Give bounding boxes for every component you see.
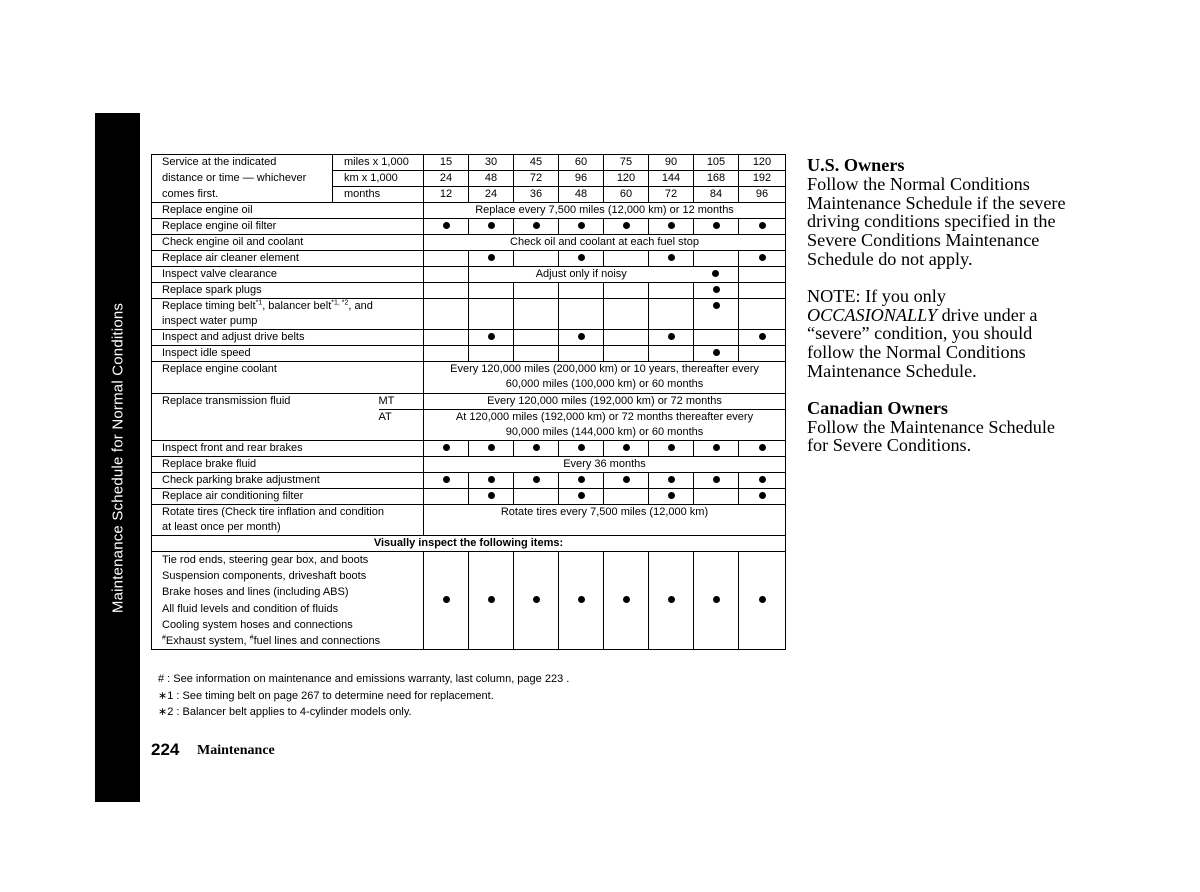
unit-km: km x 1,000: [333, 171, 424, 187]
section-title: Maintenance: [197, 743, 275, 758]
km-cell: 144: [649, 171, 694, 187]
header-row-km: [152, 171, 786, 187]
dot-cell: [604, 219, 649, 235]
dot-mark: [488, 476, 495, 483]
miles-cell: 105: [694, 155, 739, 171]
dot-mark: [578, 444, 585, 451]
footnote: ∗1 : See timing belt on page 267 to determine need for replacement.: [158, 689, 494, 702]
header-row-miles: [152, 155, 786, 171]
at-label: AT: [379, 410, 424, 441]
dot-mark: [443, 444, 450, 451]
dot-mark: [713, 476, 720, 483]
row-label: Inspect and adjust drive belts: [152, 330, 424, 346]
km-cell: 168: [694, 171, 739, 187]
dot-mark: [533, 444, 540, 451]
visual-inspect-heading: Visually inspect the following items:: [152, 536, 786, 552]
row-note: Rotate tires every 7,500 miles (12,000 km): [424, 505, 786, 536]
dot-mark: [759, 476, 766, 483]
footnotes: [158, 671, 569, 721]
mt-label: MT: [379, 394, 424, 410]
km-cell: 192: [739, 171, 786, 187]
dot-mark: [668, 596, 675, 603]
dot-mark: [488, 444, 495, 451]
dot-mark: [578, 333, 585, 340]
us-owners-heading: U.S. Owners: [807, 155, 905, 175]
dot-cell: [739, 219, 786, 235]
row-note: Every 36 months: [424, 457, 786, 473]
row-label: Check engine oil and coolant: [152, 235, 424, 251]
table-row: [152, 251, 786, 267]
table-row: [152, 299, 786, 330]
header-row-months: [152, 187, 786, 203]
visual-items: Tie rod ends, steering gear box, and boots Suspension components, driveshaft boots Brake hoses and lines (including ABS) All fluid levels and condition of fluids Cooling system hoses and connections #Exhaust system, #fuel lines and connections: [152, 552, 424, 650]
km-cell: 24: [424, 171, 469, 187]
dot-mark: [668, 444, 675, 451]
dot-cell: [559, 219, 604, 235]
table-row: [152, 473, 786, 489]
page-number: 224: [151, 740, 180, 759]
miles-cell: 75: [604, 155, 649, 171]
dot-mark: [488, 596, 495, 603]
dot-mark: [623, 222, 630, 229]
months-cell: 24: [469, 187, 514, 203]
table-row: [152, 267, 786, 283]
dot-mark: [488, 492, 495, 499]
row-label: Replace timing belt$^{*1}$, balancer belt$^{*1, *2}$, and inspect water pump: [152, 299, 424, 330]
row-label: Replace air conditioning filter: [152, 489, 424, 505]
dot-mark: [623, 476, 630, 483]
row-label: Inspect idle speed: [152, 346, 424, 362]
km-cell: 96: [559, 171, 604, 187]
footnote: ∗2 : Balancer belt applies to 4-cylinder models only.: [158, 706, 412, 718]
row-label: Replace engine oil: [152, 203, 424, 219]
dot-mark: [668, 476, 675, 483]
side-tab: [95, 113, 140, 802]
maintenance-schedule-table: [151, 154, 786, 650]
dot-mark: [712, 270, 719, 277]
dot-mark: [443, 596, 450, 603]
row-label: Inspect front and rear brakes: [152, 441, 424, 457]
dot-cell: [694, 219, 739, 235]
dot-mark: [668, 333, 675, 340]
footnote: # : See information on maintenance and emissions warranty, last column, page 223 .: [158, 673, 570, 685]
owners-text-column: [807, 156, 1067, 455]
row-label: Replace transmission fluid: [152, 394, 379, 441]
table-row: [152, 441, 786, 457]
km-cell: 120: [604, 171, 649, 187]
note-text: NOTE: If you only OCCASIONALLY drive under a “severe” condition, you should follow the Normal Conditions Maintenance Schedule.: [807, 285, 1038, 381]
months-cell: 12: [424, 187, 469, 203]
row-label: Replace engine coolant: [152, 362, 424, 394]
dot-mark: [578, 596, 585, 603]
months-cell: 84: [694, 187, 739, 203]
dot-mark: [623, 596, 630, 603]
row-label: Rotate tires (Check tire inflation and condition at least once per month): [152, 505, 424, 536]
unit-miles: miles x 1,000: [333, 155, 424, 171]
dot-mark: [668, 254, 675, 261]
row-label: Check parking brake adjustment: [152, 473, 424, 489]
dot-mark: [578, 222, 585, 229]
dot-cell: [649, 219, 694, 235]
row-label: Replace air cleaner element: [152, 251, 424, 267]
dot-mark: [578, 492, 585, 499]
table-row: [152, 235, 786, 251]
dot-mark: [713, 444, 720, 451]
dot-cell: [424, 219, 469, 235]
side-tab-title: Maintenance Schedule for Normal Conditions: [109, 302, 126, 613]
dot-mark: [533, 476, 540, 483]
dot-mark: [759, 333, 766, 340]
table-row: [152, 330, 786, 346]
table-row: [152, 457, 786, 473]
canadian-owners-heading: Canadian Owners: [807, 397, 948, 418]
canadian-owners-text: Follow the Maintenance Schedule for Severe Conditions.: [807, 416, 1055, 456]
months-cell: 36: [514, 187, 559, 203]
dot-mark: [713, 222, 720, 229]
km-cell: 48: [469, 171, 514, 187]
dot-mark: [759, 222, 766, 229]
dot-mark: [443, 222, 450, 229]
table-row: [152, 394, 786, 410]
dot-mark: [759, 254, 766, 261]
km-cell: 72: [514, 171, 559, 187]
dot-mark: [668, 492, 675, 499]
miles-cell: 45: [514, 155, 559, 171]
row-label: Replace engine oil filter: [152, 219, 424, 235]
row-note: Every 120,000 miles (192,000 km) or 72 months: [424, 394, 786, 410]
us-owners-text: Follow the Normal Conditions Maintenance Schedule if the severe driving conditions specified in the Severe Conditions Maintenance Schedule do not apply.: [807, 173, 1066, 269]
table-row: [152, 489, 786, 505]
row-label: Replace spark plugs: [152, 283, 424, 299]
row-note: Check oil and coolant at each fuel stop: [424, 235, 786, 251]
header-label: comes first.: [152, 187, 333, 203]
dot-mark: [668, 222, 675, 229]
dot-mark: [713, 286, 720, 293]
dot-mark: [759, 444, 766, 451]
miles-cell: 120: [739, 155, 786, 171]
header-label: distance or time — whichever: [152, 171, 333, 187]
row-note: Adjust only if noisy: [469, 267, 694, 283]
months-cell: 60: [604, 187, 649, 203]
dot-cell: [514, 219, 559, 235]
dot-mark: [713, 302, 720, 309]
miles-cell: 90: [649, 155, 694, 171]
miles-cell: 30: [469, 155, 514, 171]
dot-mark: [488, 333, 495, 340]
row-label: Inspect valve clearance: [152, 267, 424, 283]
header-label: Service at the indicated: [152, 155, 333, 171]
dot-mark: [578, 476, 585, 483]
visual-items-row: [152, 552, 786, 650]
row-note: At 120,000 miles (192,000 km) or 72 months thereafter every 90,000 miles (144,000 km) or 60 months: [424, 410, 786, 441]
dot-mark: [759, 596, 766, 603]
months-cell: 48: [559, 187, 604, 203]
dot-mark: [713, 596, 720, 603]
miles-cell: 60: [559, 155, 604, 171]
table-row: [152, 505, 786, 536]
dot-mark: [623, 444, 630, 451]
months-cell: 72: [649, 187, 694, 203]
dot-mark: [533, 222, 540, 229]
unit-months: months: [333, 187, 424, 203]
dot-mark: [488, 222, 495, 229]
row-label: Replace brake fluid: [152, 457, 424, 473]
dot-mark: [759, 492, 766, 499]
visual-heading-row: [152, 536, 786, 552]
dot-mark: [533, 596, 540, 603]
table-row: [152, 362, 786, 394]
row-note: Every 120,000 miles (200,000 km) or 10 years, thereafter every 60,000 miles (100,000 km) or 60 months: [424, 362, 786, 394]
dot-mark: [488, 254, 495, 261]
dot-mark: [443, 476, 450, 483]
miles-cell: 15: [424, 155, 469, 171]
dot-cell: [469, 219, 514, 235]
table-row: [152, 346, 786, 362]
row-note: Replace every 7,500 miles (12,000 km) or 12 months: [424, 203, 786, 219]
months-cell: 96: [739, 187, 786, 203]
dot-mark: [713, 349, 720, 356]
dot-mark: [578, 254, 585, 261]
table-row: [152, 219, 786, 235]
table-row: [152, 283, 786, 299]
table-row: [152, 203, 786, 219]
